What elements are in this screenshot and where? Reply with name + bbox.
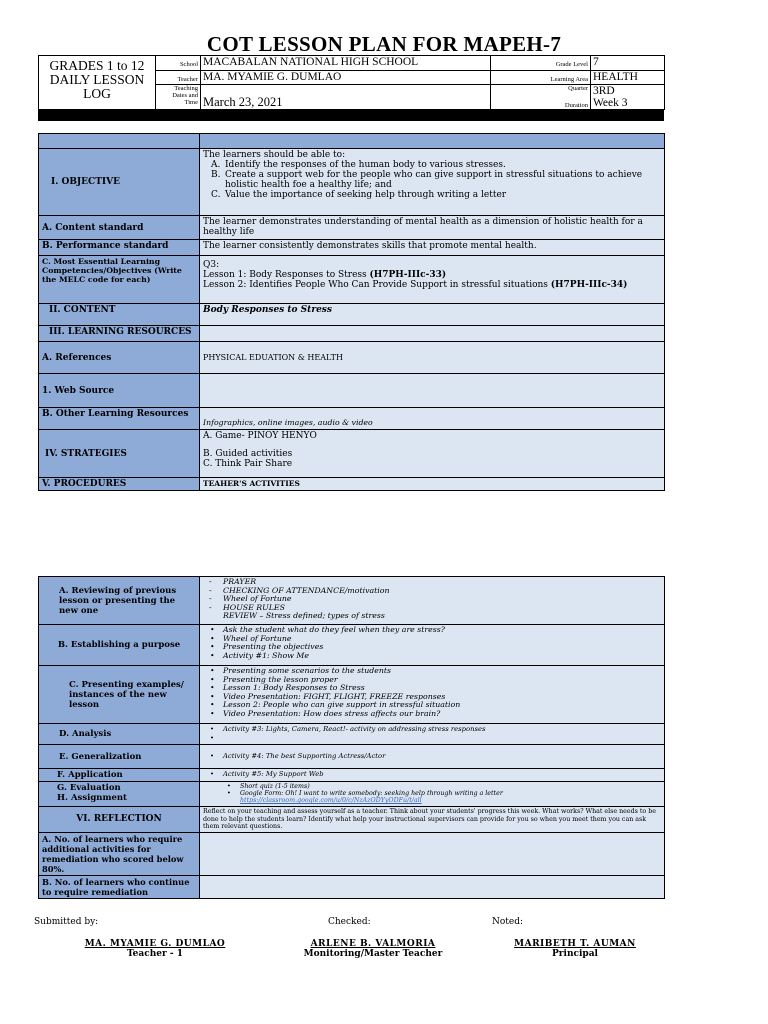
signer-role: Principal (552, 949, 598, 959)
list-item: - CHECKING OF ATTENDANCE/motivation (209, 585, 390, 595)
list-item-text: HOUSE RULES (223, 602, 285, 612)
school-value: MACABALAN NATIONAL HIGH SCHOOL (201, 56, 491, 71)
procedures-table (38, 576, 665, 899)
melc-lesson-2-code: (H7PH-IIIc-34) (550, 280, 628, 290)
list-item: • Presenting the lesson proper (223, 676, 661, 685)
objective-mark: A. (211, 160, 221, 170)
melc-lesson-1-text: Lesson 1: Body Responses to Stress (203, 270, 370, 280)
proc-d-label: D. Analysis (39, 724, 200, 745)
web-value (200, 374, 665, 408)
content-std-label: A. Content standard (39, 216, 200, 240)
date-value: March 23, 2021 (201, 85, 491, 110)
proc-a-list (203, 578, 661, 621)
proc-b-cell (200, 625, 665, 666)
proc-f-label: F. Application (39, 769, 200, 782)
header-divider-bar (38, 110, 664, 121)
plan-table (38, 133, 665, 491)
list-item: - HOUSE RULES (209, 602, 285, 612)
signature-teacher (70, 939, 240, 959)
signer-name: ARLENE B. VALMORIA (310, 939, 436, 949)
other-label: B. Other Learning Resources (39, 408, 200, 430)
list-item: • Lesson 1: Body Responses to Stress (223, 684, 661, 693)
list-item: • Lesson 2: People who can give support in stressful situation (223, 701, 661, 710)
list-item: • Video Presentation: How does stress affects our brain? (223, 710, 661, 719)
proc-c-label: C. Presenting examples/ instances of the new lesson (39, 666, 200, 724)
checked-label: Checked: (328, 917, 371, 927)
perf-std-label: B. Performance standard (39, 240, 200, 256)
area-label: Learning Area (491, 71, 591, 85)
melc-lesson-1-code: (H7PH-IIIc-33) (369, 270, 447, 280)
dates-label-3: Time (184, 99, 198, 106)
strategy-item: C. Think Pair Share (203, 459, 293, 469)
objective-text: Identify the responses of the human body to various stresses. (225, 160, 506, 170)
proc-gh-label (39, 782, 200, 807)
list-item-text: Wheel of Fortune (223, 594, 292, 604)
objective-text: Value the importance of seeking help through writing a letter (225, 190, 507, 200)
proc-a-cell (200, 577, 665, 625)
area-value: HEALTH (591, 71, 665, 85)
grade-level-value: 7 (591, 56, 665, 71)
objective-intro: The learners should be able to: (203, 150, 346, 160)
list-item: • Short quiz (1-5 items) (240, 783, 661, 790)
proc-a-label: A. Reviewing of previous lesson or presenting the new one (39, 577, 200, 625)
proc-e-cell (200, 745, 665, 769)
proc-c-cell (200, 666, 665, 724)
proc-e-label: E. Generalization (39, 745, 200, 769)
signer-name: MA. MYAMIE G. DUMLAO (84, 939, 226, 949)
remediation-a-label: A. No. of learners who require additional activities for remediation who scored below 80%. (39, 832, 200, 875)
quarter-duration-labels (491, 85, 591, 110)
teacher-value: MA. MYAMIE G. DUMLAO (201, 71, 491, 85)
reflection-text: Reflect on your teaching and assess yourself as a teacher. Think about your students' progress this week. What works? What else needs to be done to help the students learn? Identify what help your instructional supervisors can provide for you so when you meet them you can ask them relevant questions. (200, 807, 665, 833)
procedures-value: TEAHER'S ACTIVITIES (200, 478, 665, 491)
proc-f-list (203, 770, 661, 779)
melc-cell (200, 256, 665, 304)
proc-f-cell (200, 769, 665, 782)
objective-item (211, 190, 661, 200)
proc-gh-cell (200, 782, 665, 807)
melc-lesson-2-text: Lesson 2: Identifies People Who Can Provide Support in stressful situations (203, 280, 551, 290)
strategy-item: B. Guided activities (203, 449, 293, 459)
list-item: • Ask the student what do they feel when they are stress? (223, 626, 661, 635)
proc-e-list (203, 752, 661, 761)
quarter-label: Quarter (568, 85, 588, 92)
objective-mark: B. (211, 170, 221, 180)
list-item (240, 790, 661, 804)
melc-lesson-2 (203, 280, 661, 290)
perf-std: The learner consistently demonstrates skills that promote mental health. (200, 240, 665, 256)
page-title: COT LESSON PLAN FOR MAPEH-7 (206, 32, 562, 56)
dates-label-1: Teaching (174, 85, 198, 92)
objective-item (211, 170, 661, 190)
objective-label: I. OBJECTIVE (39, 149, 200, 216)
remediation-b-value (200, 875, 665, 898)
teacher-label: Teacher (156, 71, 201, 85)
objective-mark: C. (211, 190, 221, 200)
reflection-label: VI. REFLECTION (39, 807, 200, 833)
procedures-label: V. PROCEDURES (39, 478, 200, 491)
references-value: PHYSICAL EDUATION & HEALTH (200, 342, 665, 374)
strategies-value (200, 430, 665, 478)
signer-role: Monitoring/Master Teacher (303, 949, 443, 959)
grade-log-line3: LOG (83, 86, 111, 101)
objective-text: Create a support web for the people who can give support in stressful situations to achieve holistic health foe a healthy life; and (225, 170, 643, 190)
signature-principal (490, 939, 660, 959)
duration-label: Duration (564, 102, 588, 109)
list-item-text: Google Form: Oh! I want to write somebody: seeking help through writing a letter (240, 790, 503, 797)
blank-right (200, 134, 665, 149)
signature-master-teacher (288, 939, 458, 959)
proc-b-label: B. Establishing a purpose (39, 625, 200, 666)
signer-name: MARIBETH T. AUMAN (514, 939, 636, 949)
list-item: • Activity #3: Lights, Camera, React!- activity on addressing stress responses (223, 725, 661, 734)
quarter-value: 3RD (593, 85, 615, 97)
melc-label: C. Most Essential Learning Competencies/Objectives (Write the MELC code for each) (39, 256, 200, 304)
resources-label: III. LEARNING RESOURCES (39, 326, 200, 342)
school-label: School (156, 56, 201, 71)
list-item: • Presenting the objectives (223, 643, 661, 652)
strategies-label: IV. STRATEGIES (39, 430, 200, 478)
grade-log-line2: DAILY LESSON (49, 72, 145, 87)
proc-c-list (203, 667, 661, 719)
content-label: II. CONTENT (39, 304, 200, 326)
noted-label: Noted: (492, 917, 524, 927)
grade-level-label: Grade Level (491, 56, 591, 71)
proc-d-cell (200, 724, 665, 745)
duration-value: Week 3 (593, 97, 628, 109)
list-item: - PRAYER (209, 577, 257, 586)
proc-b-list (203, 626, 661, 660)
proc-g-label: G. Evaluation (57, 783, 121, 793)
dates-label-2: Dates and (172, 92, 198, 99)
objective-cell (200, 149, 665, 216)
grade-log-line1: GRADES 1 to 12 (49, 58, 145, 73)
list-item-text: REVIEW – Stress defined; types of stress (223, 611, 385, 621)
web-label: 1. Web Source (39, 374, 200, 408)
list-item: • Activity #4: The best Supporting Actress/Actor (223, 752, 661, 761)
list-item: - Wheel of Fortune (209, 594, 292, 604)
grade-log-cell (39, 56, 156, 110)
signer-role: Teacher - 1 (127, 949, 183, 959)
references-label: A. References (39, 342, 200, 374)
melc-lesson-1 (203, 270, 661, 280)
list-item: • Video Presentation: FIGHT, FLIGHT, FREEZE responses (223, 693, 661, 702)
list-item-text: PRAYER (223, 577, 257, 586)
remediation-b-label: B. No. of learners who continue to require remediation (39, 875, 200, 898)
proc-d-list (203, 725, 661, 734)
assignment-link[interactable]: https://classroom.google.com/u/0/c/NzAzODYyODFu/t/all (240, 797, 422, 804)
melc-quarter: Q3: (203, 260, 220, 270)
remediation-a-value (200, 832, 665, 875)
strategy-item: A. Game- PINOY HENYO (203, 431, 317, 441)
list-item: • Presenting some scenarios to the students (223, 667, 661, 676)
objective-list (203, 160, 661, 200)
proc-h-label: H. Assignment (57, 793, 127, 803)
objective-item (211, 160, 661, 170)
blank-left (39, 134, 200, 149)
list-item: • Activity #5: My Support Web (223, 770, 661, 779)
dates-label (156, 85, 201, 110)
submitted-label: Submitted by: (34, 917, 99, 927)
list-item: • Activity #1: Show Me (223, 652, 661, 661)
other-value: Infographics, online images, audio & video (200, 408, 665, 430)
proc-gh-list (203, 783, 661, 804)
quarter-duration-values (591, 85, 665, 110)
content-std: The learner demonstrates understanding of mental health as a dimension of holistic health for a healthy life (200, 216, 665, 240)
content-value: Body Responses to Stress (200, 304, 665, 326)
list-item: • Wheel of Fortune (223, 635, 661, 644)
header-table (38, 55, 665, 110)
list-item (223, 612, 661, 621)
list-item-text: CHECKING OF ATTENDANCE/motivation (223, 585, 390, 595)
resources-value (200, 326, 665, 342)
